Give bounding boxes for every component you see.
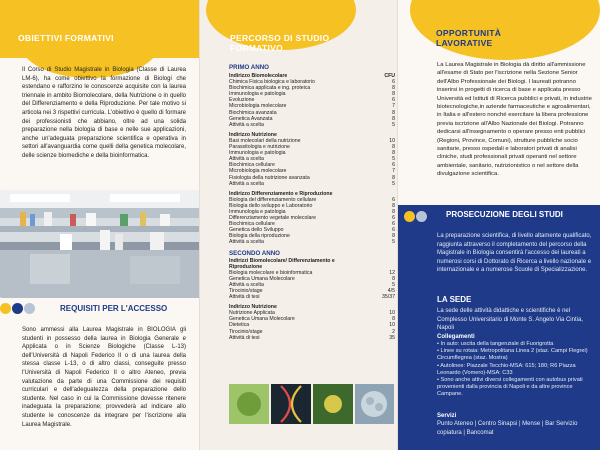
course-cfu: 6 [392,215,395,222]
opportunita-text: La Laurea Magistrale in Biologia dà diritto all'ammissione all'esame di Stato per l'iscrizione nella Sezione Senior dell'Albo Professionale dei Biologi. I laureati potranno inserirsi in progetti di ricerca di base e applicata presso Università ed Istituti di Ricerca pubblici e privati, in industrie biotecnologiche,in aziende farmaceutiche e agroalimentari, in Italia e all'estero nonché esercitare la libera professione previa iscrizione all'Albo Nazionale dei Biologi. Potranno dedicarsi all'insegnamento o operare presso enti pubblici (Regioni, Province, Comuni), strutture pubbliche socio sanitarie, presso ospedali e laboratori privati di analisi cliniche, studi professionali privati operanti nel settore ambientale, sanitario, nutrizionistico o nel settore della divulgazione scientifica. [437,62,592,178]
block-header-row [229,258,395,270]
course-name: Immunologia e patologia [229,208,286,215]
course-name: Biochimica cellulare [229,221,275,228]
course-name: Microbiologia molecolare [229,168,287,175]
course-name: Immunologia e patologia [229,150,286,157]
panel3-decoration-dots [404,209,444,221]
course-name: Parassitologia e nutrizione [229,144,290,151]
course-cfu: 8 [392,150,395,157]
course-cfu: 10 [389,137,395,144]
prosecuzione-title: PROSECUZIONE DEGLI STUDI [446,210,563,219]
primo-anno-table [229,73,395,246]
sede-title: LA SEDE [437,295,472,304]
course-cfu: 6 [392,221,395,228]
course-name: Genetica dello Sviluppo [229,227,284,234]
course-cfu: 8 [392,91,395,98]
course-name: Genetica Umana Molecolare [229,275,295,282]
course-name: Attività a scelta [229,281,264,288]
course-name: Dietetica [229,322,250,329]
course-name: Differenziamento vegetale molecolare [229,215,316,222]
course-cfu: 4/5 [387,288,395,294]
dot-yellow [0,303,11,314]
course-cfu: 2 [392,328,395,335]
course-cfu: 8 [392,109,395,116]
requisiti-text: Sono ammessi alla Laurea Magistrale in BIOLOGIA gli studenti in possesso della laurea in Biologia Generale e Applicata o in Scienze Biologiche (Classe L-13) dell'Università di Napoli Federico II o di una laurea della stessa classe L-13, o di altro classi, conseguite presso l'Università di Napoli Federico II o altro Ateneo, previa valutazione da parte di una Commissione dei requisiti curriculari e dell'adeguatezza della preparazione dello studente. Nel caso in cui la Commissione dovesse ritenere inadeguata la preparazione; provvederà ad indicare allo studente le conoscenze da integrare per l'iscrizione alla Laurea Magistrale. [22,327,186,428]
course-name: Biochimica cellulare [229,162,275,169]
course-name: Tirocinio/stage [229,288,263,294]
block-title-spacer [369,300,395,310]
collegamento-item: • Autolinee: Piazzale Tecchio-MSA: 615; 180; R6 Piazza Leonardo (Vomero)-MSA: C33 [437,362,576,376]
course-cfu: 6 [392,97,395,104]
course-cfu: 7 [392,103,395,110]
block-title-spacer [369,187,395,197]
collegamento-item: • In auto: uscita della tangenziale di Fuorigrotta [437,341,554,347]
course-cfu: 8 [392,85,395,92]
collegamento-item: • Linee su rotaia: Metropolitana Linea 2 (staz. Campi Flegrei) Circumflegrea (staz. Mostra) [437,348,588,362]
course-name: Biochimica applicata e ing. proteica [229,85,311,92]
course-cfu: 8 [392,233,395,240]
cfu-header: CFU [384,73,395,79]
course-name: Genetica Umana Molecolare [229,316,295,323]
course-name: Biologia dello sviluppo e Laboratorio [229,202,313,209]
block-title: Indirizzi Biomolecolare/ Differenziamento e Riproduzione [229,257,335,270]
course-name: Biologia molecolare e bioinformatica [229,269,313,276]
course-name: Immunologia e patologia [229,91,286,98]
panel-opportunita [398,0,600,450]
block-title-spacer [369,258,395,270]
course-cfu: 8 [392,115,395,122]
panel-obiettivi [0,0,200,450]
course-name: Attività a scelta [229,156,264,163]
block-title: Indirizzo Biomolecolare [229,73,288,79]
table-row [229,335,395,341]
block-title: Indirizzo Nutrizione [229,131,277,138]
block-title-spacer [369,128,395,138]
servizi-text: Punto Ateneo | Centro Sinapsi | Mense | Bar Servizio copiatura | Bancomat [437,421,578,436]
course-name: Chimica Fisica biologica e laboratorio [229,79,315,86]
prosecuzione-text: La preparazione scientifica, di livello altamente qualificato, raggiunta attraverso il completamento del percorso della Magistrale in Biologia consentirà l'accesso dei laureati a numerosi corsi di Dottorato di Ricerca a livello nazionale e internazionale e a numerose Scuole di Specializzazione. [437,233,592,274]
course-name: Attività di tesi [229,294,260,301]
panel1-header-title: OBIETTIVI FORMATIVI [18,33,114,43]
sede-text: La sede delle attività didattiche e scientifiche è nel Complesso Universitario di Monte S. Angelo Via Cintia, Napoli [437,308,583,332]
course-cfu: 5 [392,239,395,246]
dot-light [24,303,35,314]
course-name: Attività a scelta [229,239,264,246]
course-name: Genetica Avanzata [229,115,273,122]
course-name: Attività a scelta [229,121,264,128]
curriculum [229,64,395,341]
course-name: Nutrizione Applicata [229,310,275,317]
course-cfu: 5 [392,121,395,128]
course-cfu: 8 [392,316,395,323]
collegamento-item: • Sono anche attivi diversi collegamenti con autobus privati provenienti dalla provincia di Napoli e da altre province Campane. [437,377,583,398]
course-name: Biologia della riproduzione [229,233,290,240]
course-cfu: 8 [392,144,395,151]
course-cfu: 10 [389,310,395,317]
course-cfu: 5 [392,156,395,163]
course-name: Attività di tesi [229,334,260,341]
course-cfu: 7 [392,168,395,175]
course-cfu: 6 [392,196,395,203]
primo-anno-label: PRIMO ANNO [229,64,269,71]
course-cfu: 5 [392,180,395,187]
block-title: Indirizzo Nutrizione [229,304,277,311]
obiettivi-text: Il Corso di Studio Magistrale in Biologia (Classe di Laurea LM-6), ha come obiettivo la formazione di Biologi che estendano e rafforzino le conoscenze acquisite con la laurea triennale in ambito Biomolecolare, della Nutrizione o in quello del Differenziamento e della Riproduzione. Per tale motivo si articola nei 3 rispettivi curricula. L'obiettivo è quello di formare dei professionisti che abbiano, oltre ad una solida preparazione nella biologia di base e nelle sue applicazioni, anche un'adeguata preparazione scientifica e operativa in settori all'avanguardia come quelli della genetica molecolare, delle scienze biomediche e della bioinformatica. [22,67,186,159]
collegamenti-label: Collegamenti [437,334,475,340]
course-cfu: 35/37 [382,294,395,301]
panel1-decoration-dots [0,301,60,313]
course-cfu: 6 [392,162,395,169]
panel-percorso [200,0,398,450]
block-header-row [229,187,395,197]
course-name: Basi molecolari della nutrizione [229,137,301,144]
requisiti-title: REQUISITI PER L'ACCESSO [60,304,168,313]
course-name: Biologia del differenziamento cellulare [229,196,317,203]
dot-yellow [404,211,415,222]
course-name: Tirocinio/stage [229,328,263,335]
collegamenti-list [437,341,595,399]
block-header-row [229,128,395,138]
science-images-strip [229,384,394,424]
block-title: Indirizzo Differenziamento e Riproduzione [229,190,333,197]
secondo-anno-table [229,258,395,341]
course-name: Microbiologia molecolare [229,103,287,110]
course-cfu: 8 [392,174,395,181]
panel3-header-title: OPPORTUNITÀ LAVORATIVE [436,28,502,48]
course-cfu: 5 [392,281,395,288]
panel2-header-title: PERCORSO DI STUDIO FORMATIVO [230,33,330,53]
course-cfu: 8 [392,275,395,282]
laboratory-photo [0,190,200,298]
course-cfu: 8 [392,208,395,215]
course-cfu: 12 [389,269,395,276]
course-name: Fisiologia della nutrizione avanzata [229,174,310,181]
course-name: Attività a scelta [229,180,264,187]
course-cfu: 8 [392,202,395,209]
course-cfu: 6 [392,79,395,86]
course-cfu: 6 [392,227,395,234]
course-cfu: 10 [389,322,395,329]
block-header-row [229,300,395,310]
table-row [229,239,395,245]
secondo-anno-label: SECONDO ANNO [229,249,280,257]
course-name: Biochimica avanzata [229,109,277,116]
servizi-label: Servizi [437,413,457,419]
dot-light [416,211,427,222]
course-cfu: 35 [389,334,395,341]
dot-navy [12,303,23,314]
course-name: Evoluzione [229,97,255,104]
